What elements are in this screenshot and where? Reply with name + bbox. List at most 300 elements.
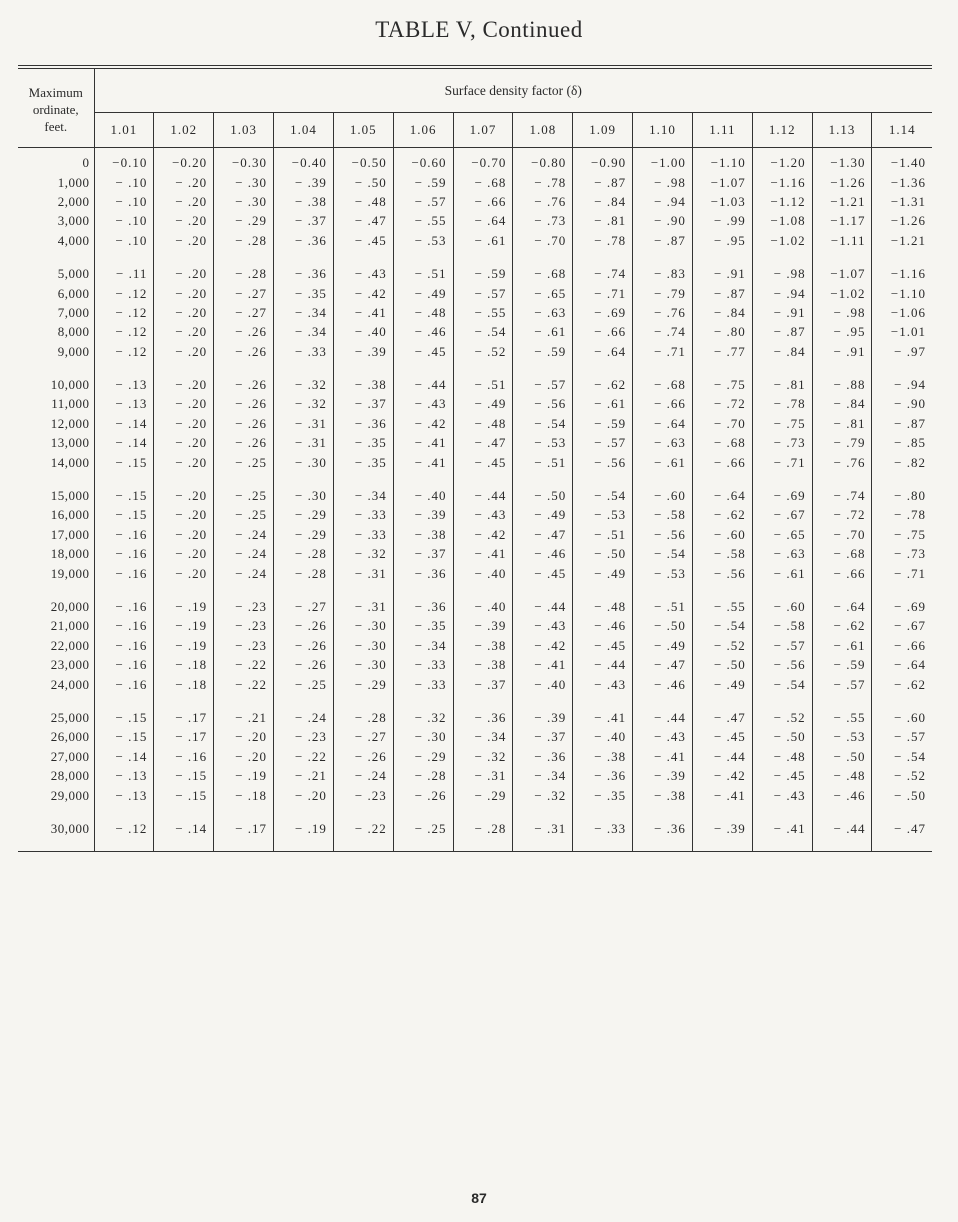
correction-value-cell: − .44 (393, 375, 453, 394)
correction-value-cell: − .56 (513, 395, 573, 414)
correction-value-cell: − .61 (812, 636, 872, 655)
correction-value-cell: − .44 (692, 747, 752, 766)
correction-value-cell: − .31 (513, 819, 573, 838)
correction-value-cell: − .28 (453, 819, 513, 838)
correction-value-cell: − .57 (453, 284, 513, 303)
correction-value-cell: − .63 (752, 545, 812, 564)
correction-value-cell: − .37 (513, 728, 573, 747)
correction-value-cell: − .64 (633, 414, 693, 433)
correction-value-cell: − .87 (692, 284, 752, 303)
correction-value-cell: − .75 (872, 525, 932, 544)
correction-value-cell: − .41 (453, 545, 513, 564)
correction-value-cell: − .34 (274, 303, 334, 322)
correction-value-cell: − .68 (812, 545, 872, 564)
correction-value-cell: − .23 (333, 786, 393, 805)
correction-value-cell: − .98 (633, 173, 693, 192)
correction-value-cell: − .66 (633, 395, 693, 414)
correction-value-cell: − .33 (333, 525, 393, 544)
correction-value-cell: − .34 (274, 323, 334, 342)
correction-value-cell: − .26 (274, 636, 334, 655)
correction-value-cell: −0.10 (94, 154, 154, 173)
correction-value-cell: − .20 (154, 375, 214, 394)
correction-value-cell: − .64 (812, 597, 872, 616)
correction-value-cell: − .35 (274, 284, 334, 303)
correction-value-cell: − .25 (214, 506, 274, 525)
correction-value-cell: − .33 (333, 506, 393, 525)
correction-value-cell: − .54 (573, 486, 633, 505)
table-row (18, 212, 932, 231)
correction-value-cell: − .39 (333, 342, 393, 361)
correction-value-cell: − .71 (752, 453, 812, 472)
ordinate-cell: 25,000 (18, 708, 94, 727)
correction-value-cell: − .78 (513, 173, 573, 192)
correction-value-cell: − .25 (214, 486, 274, 505)
correction-value-cell: − .19 (154, 597, 214, 616)
correction-value-cell: − .67 (752, 506, 812, 525)
correction-value-cell: − .10 (94, 192, 154, 211)
correction-value-cell: − .54 (453, 323, 513, 342)
correction-value-cell: − .97 (872, 342, 932, 361)
correction-value-cell: − .31 (333, 597, 393, 616)
table-row (18, 323, 932, 342)
correction-value-cell: − .13 (94, 766, 154, 785)
correction-value-cell: − .41 (692, 786, 752, 805)
page-title: TABLE V, Continued (375, 17, 583, 42)
correction-value-cell: − .62 (872, 675, 932, 694)
correction-value-cell: − .61 (573, 395, 633, 414)
correction-value-cell: − .40 (393, 486, 453, 505)
correction-value-cell: − .87 (872, 414, 932, 433)
ordinate-cell: 7,000 (18, 303, 94, 322)
correction-value-cell: −1.10 (872, 284, 932, 303)
correction-value-cell: − .43 (453, 506, 513, 525)
ordinate-cell: 20,000 (18, 597, 94, 616)
correction-value-cell: −1.21 (872, 231, 932, 250)
correction-value-cell: − .20 (214, 747, 274, 766)
ordinate-cell: 2,000 (18, 192, 94, 211)
correction-value-cell: − .26 (393, 786, 453, 805)
correction-value-cell: − .34 (393, 636, 453, 655)
correction-value-cell: − .20 (154, 506, 214, 525)
table-row (18, 192, 932, 211)
correction-value-cell: − .23 (214, 597, 274, 616)
table-row (18, 728, 932, 747)
table-row (18, 525, 932, 544)
correction-value-cell: − .68 (633, 375, 693, 394)
correction-value-cell: − .13 (94, 395, 154, 414)
correction-value-cell: − .20 (154, 545, 214, 564)
correction-value-cell: − .66 (573, 323, 633, 342)
correction-value-cell: − .50 (333, 173, 393, 192)
correction-value-cell: − .45 (692, 728, 752, 747)
correction-value-cell: − .26 (274, 655, 334, 674)
correction-value-cell: − .49 (692, 675, 752, 694)
correction-value-cell: − .94 (752, 284, 812, 303)
correction-value-cell: − .41 (513, 655, 573, 674)
table-row (18, 655, 932, 674)
correction-value-cell: − .56 (633, 525, 693, 544)
correction-value-cell: − .46 (633, 675, 693, 694)
table-row (18, 506, 932, 525)
correction-value-cell: − .48 (453, 414, 513, 433)
ordinate-cell: 12,000 (18, 414, 94, 433)
correction-value-cell: − .15 (94, 486, 154, 505)
correction-value-cell: − .20 (154, 284, 214, 303)
correction-value-cell: −1.16 (872, 264, 932, 283)
correction-value-cell: −1.16 (752, 173, 812, 192)
correction-value-cell: − .50 (573, 545, 633, 564)
correction-value-cell: − .16 (94, 564, 154, 583)
correction-value-cell: − .95 (692, 231, 752, 250)
correction-value-cell: − .38 (453, 655, 513, 674)
correction-value-cell: − .20 (154, 486, 214, 505)
correction-value-cell: − .79 (633, 284, 693, 303)
correction-value-cell: − .35 (333, 453, 393, 472)
correction-value-cell: − .20 (154, 342, 214, 361)
correction-value-cell: − .37 (333, 395, 393, 414)
correction-value-cell: − .30 (214, 192, 274, 211)
correction-value-cell: − .57 (872, 728, 932, 747)
correction-value-cell: − .70 (692, 414, 752, 433)
correction-value-cell: − .20 (154, 192, 214, 211)
correction-value-cell: − .16 (94, 675, 154, 694)
correction-value-cell: −1.31 (872, 192, 932, 211)
ordinate-cell: 5,000 (18, 264, 94, 283)
correction-value-cell: − .36 (393, 564, 453, 583)
correction-value-cell: − .72 (692, 395, 752, 414)
correction-value-cell: − .30 (333, 655, 393, 674)
table-row (18, 597, 932, 616)
correction-value-cell: − .43 (573, 675, 633, 694)
correction-value-cell: −1.06 (872, 303, 932, 322)
correction-value-cell: − .64 (872, 655, 932, 674)
correction-value-cell: − .32 (333, 545, 393, 564)
correction-value-cell: − .75 (692, 375, 752, 394)
correction-value-cell: − .53 (393, 231, 453, 250)
table-row (18, 414, 932, 433)
correction-value-cell: − .16 (94, 636, 154, 655)
correction-value-cell: − .20 (154, 564, 214, 583)
correction-value-cell: − .22 (274, 747, 334, 766)
ordinate-cell: 6,000 (18, 284, 94, 303)
correction-value-cell: − .12 (94, 284, 154, 303)
correction-value-cell: − .74 (812, 486, 872, 505)
correction-value-cell: − .37 (274, 212, 334, 231)
correction-value-cell: − .14 (154, 819, 214, 838)
correction-value-cell: − .26 (333, 747, 393, 766)
correction-value-cell: − .42 (453, 525, 513, 544)
ordinate-header-line: Maximum (28, 84, 83, 100)
correction-value-cell: − .48 (573, 597, 633, 616)
correction-value-cell: − .44 (453, 486, 513, 505)
correction-value-cell: −1.11 (812, 231, 872, 250)
correction-value-cell: − .95 (812, 323, 872, 342)
correction-value-cell: − .54 (752, 675, 812, 694)
correction-value-cell: − .17 (214, 819, 274, 838)
correction-value-cell: − .56 (752, 655, 812, 674)
correction-value-cell: − .33 (393, 655, 453, 674)
correction-value-cell: − .41 (633, 747, 693, 766)
correction-value-cell: − .21 (214, 708, 274, 727)
correction-value-cell: −0.50 (333, 154, 393, 173)
correction-value-cell: − .20 (154, 231, 214, 250)
correction-value-cell: − .37 (453, 675, 513, 694)
correction-value-cell: − .90 (872, 395, 932, 414)
surface-density-table (18, 69, 932, 851)
correction-value-cell: − .16 (94, 655, 154, 674)
correction-value-cell: − .68 (692, 434, 752, 453)
correction-value-cell: − .32 (513, 786, 573, 805)
correction-value-cell: −1.12 (752, 192, 812, 211)
correction-value-cell: − .48 (812, 766, 872, 785)
bottom-rule (18, 851, 932, 852)
correction-value-cell: − .40 (333, 323, 393, 342)
correction-value-cell: − .74 (633, 323, 693, 342)
correction-value-cell: − .85 (872, 434, 932, 453)
correction-value-cell: −1.40 (872, 154, 932, 173)
correction-value-cell: −1.10 (692, 154, 752, 173)
correction-value-cell: − .42 (513, 636, 573, 655)
correction-value-cell: −1.02 (752, 231, 812, 250)
correction-value-cell: − .41 (752, 819, 812, 838)
correction-value-cell: − .43 (333, 264, 393, 283)
correction-value-cell: − .25 (214, 453, 274, 472)
ordinate-cell: 24,000 (18, 675, 94, 694)
correction-value-cell: − .45 (333, 231, 393, 250)
table-row (18, 486, 932, 505)
correction-value-cell: − .40 (513, 675, 573, 694)
correction-value-cell: − .67 (872, 617, 932, 636)
correction-value-cell: − .49 (513, 506, 573, 525)
correction-value-cell: − .61 (453, 231, 513, 250)
correction-value-cell: −1.00 (633, 154, 693, 173)
correction-value-cell: − .78 (752, 395, 812, 414)
correction-value-cell: − .10 (94, 231, 154, 250)
correction-value-cell: − .76 (633, 303, 693, 322)
row-spacer (18, 583, 932, 597)
correction-value-cell: − .14 (94, 434, 154, 453)
ordinate-cell: 17,000 (18, 525, 94, 544)
correction-value-cell: − .24 (214, 525, 274, 544)
correction-value-cell: −0.40 (274, 154, 334, 173)
ordinate-cell: 1,000 (18, 173, 94, 192)
correction-value-cell: −1.26 (812, 173, 872, 192)
row-spacer (18, 839, 932, 851)
correction-value-cell: − .33 (274, 342, 334, 361)
table-row (18, 675, 932, 694)
table-row (18, 617, 932, 636)
table-row (18, 284, 932, 303)
correction-value-cell: − .19 (214, 766, 274, 785)
correction-value-cell: − .21 (274, 766, 334, 785)
correction-value-cell: − .31 (333, 564, 393, 583)
ordinate-cell: 11,000 (18, 395, 94, 414)
correction-value-cell: − .60 (872, 708, 932, 727)
correction-value-cell: − .23 (214, 617, 274, 636)
ordinate-cell: 30,000 (18, 819, 94, 838)
correction-value-cell: − .32 (274, 375, 334, 394)
correction-value-cell: − .59 (513, 342, 573, 361)
correction-value-cell: −0.90 (573, 154, 633, 173)
correction-value-cell: − .29 (274, 525, 334, 544)
correction-value-cell: − .32 (393, 708, 453, 727)
ordinate-cell: 13,000 (18, 434, 94, 453)
correction-value-cell: − .42 (692, 766, 752, 785)
correction-value-cell: − .20 (154, 525, 214, 544)
density-factor-column-header: 1.04 (274, 113, 334, 148)
table-row (18, 766, 932, 785)
correction-value-cell: − .58 (752, 617, 812, 636)
correction-value-cell: − .45 (513, 564, 573, 583)
correction-value-cell: − .74 (573, 264, 633, 283)
correction-value-cell: − .46 (513, 545, 573, 564)
correction-value-cell: − .80 (692, 323, 752, 342)
correction-value-cell: − .12 (94, 342, 154, 361)
correction-value-cell: − .32 (453, 747, 513, 766)
correction-value-cell: − .45 (752, 766, 812, 785)
correction-value-cell: − .17 (154, 728, 214, 747)
correction-value-cell: − .64 (453, 212, 513, 231)
correction-value-cell: − .39 (692, 819, 752, 838)
correction-value-cell: − .76 (513, 192, 573, 211)
correction-value-cell: − .41 (333, 303, 393, 322)
correction-value-cell: − .45 (393, 342, 453, 361)
table-row (18, 786, 932, 805)
correction-value-cell: − .70 (513, 231, 573, 250)
correction-value-cell: − .54 (692, 617, 752, 636)
correction-value-cell: − .20 (274, 786, 334, 805)
correction-value-cell: − .78 (573, 231, 633, 250)
correction-value-cell: − .47 (872, 819, 932, 838)
correction-value-cell: − .24 (214, 545, 274, 564)
correction-value-cell: − .35 (333, 434, 393, 453)
ordinate-cell: 14,000 (18, 453, 94, 472)
correction-value-cell: − .46 (573, 617, 633, 636)
correction-value-cell: − .26 (214, 375, 274, 394)
correction-value-cell: − .20 (154, 395, 214, 414)
correction-value-cell: − .47 (333, 212, 393, 231)
correction-value-cell: − .34 (513, 766, 573, 785)
correction-value-cell: − .90 (633, 212, 693, 231)
correction-value-cell: −0.60 (393, 154, 453, 173)
correction-value-cell: − .20 (154, 414, 214, 433)
density-factor-column-header: 1.12 (752, 113, 812, 148)
ordinate-cell: 21,000 (18, 617, 94, 636)
correction-value-cell: − .55 (692, 597, 752, 616)
correction-value-cell: − .60 (633, 486, 693, 505)
correction-value-cell: − .36 (513, 747, 573, 766)
correction-value-cell: − .35 (393, 617, 453, 636)
ordinate-cell: 3,000 (18, 212, 94, 231)
correction-value-cell: − .51 (633, 597, 693, 616)
density-factor-column-header: 1.05 (333, 113, 393, 148)
correction-value-cell: − .28 (274, 545, 334, 564)
correction-value-cell: − .20 (214, 728, 274, 747)
correction-value-cell: − .29 (333, 675, 393, 694)
correction-value-cell: − .16 (94, 525, 154, 544)
correction-value-cell: − .23 (214, 636, 274, 655)
ordinate-cell: 22,000 (18, 636, 94, 655)
correction-value-cell: − .30 (274, 486, 334, 505)
correction-value-cell: − .98 (812, 303, 872, 322)
correction-value-cell: − .50 (812, 747, 872, 766)
correction-value-cell: − .36 (393, 597, 453, 616)
correction-value-cell: − .66 (872, 636, 932, 655)
correction-value-cell: − .38 (453, 636, 513, 655)
table-row (18, 545, 932, 564)
correction-value-cell: − .28 (214, 264, 274, 283)
correction-value-cell: − .15 (154, 766, 214, 785)
correction-value-cell: − .64 (573, 342, 633, 361)
correction-value-cell: − .14 (94, 747, 154, 766)
density-factor-column-header: 1.02 (154, 113, 214, 148)
correction-value-cell: − .71 (633, 342, 693, 361)
correction-value-cell: − .84 (752, 342, 812, 361)
correction-value-cell: − .18 (154, 655, 214, 674)
correction-value-cell: − .53 (573, 506, 633, 525)
correction-value-cell: − .54 (513, 414, 573, 433)
correction-value-cell: −1.17 (812, 212, 872, 231)
correction-value-cell: − .43 (393, 395, 453, 414)
ordinate-header-line: ordinate, (32, 101, 79, 117)
ordinate-header-line: feet. (44, 118, 68, 134)
correction-value-cell: − .44 (633, 708, 693, 727)
correction-value-cell: − .54 (633, 545, 693, 564)
correction-value-cell: − .15 (94, 506, 154, 525)
correction-value-cell: − .91 (812, 342, 872, 361)
correction-value-cell: − .15 (94, 453, 154, 472)
correction-value-cell: − .31 (274, 414, 334, 433)
correction-value-cell: − .36 (453, 708, 513, 727)
correction-value-cell: − .53 (812, 728, 872, 747)
correction-value-cell: − .38 (573, 747, 633, 766)
correction-value-cell: −1.20 (752, 154, 812, 173)
correction-value-cell: − .47 (453, 434, 513, 453)
correction-value-cell: − .42 (393, 414, 453, 433)
correction-value-cell: − .42 (333, 284, 393, 303)
density-factor-column-header: 1.09 (573, 113, 633, 148)
correction-value-cell: − .20 (154, 303, 214, 322)
correction-value-cell: − .46 (393, 323, 453, 342)
correction-value-cell: − .36 (274, 231, 334, 250)
correction-value-cell: −0.70 (453, 154, 513, 173)
density-factor-column-header: 1.14 (872, 113, 932, 148)
correction-value-cell: − .44 (573, 655, 633, 674)
correction-value-cell: − .40 (453, 597, 513, 616)
correction-value-cell: − .57 (573, 434, 633, 453)
ordinate-cell: 8,000 (18, 323, 94, 342)
correction-value-cell: − .41 (573, 708, 633, 727)
correction-value-cell: − .26 (214, 395, 274, 414)
correction-value-cell: − .48 (333, 192, 393, 211)
correction-value-cell: − .29 (274, 506, 334, 525)
correction-value-cell: − .10 (94, 173, 154, 192)
correction-value-cell: − .66 (812, 564, 872, 583)
correction-value-cell: − .41 (393, 434, 453, 453)
correction-value-cell: − .36 (333, 414, 393, 433)
correction-value-cell: −1.21 (812, 192, 872, 211)
table-row (18, 231, 932, 250)
table-row (18, 708, 932, 727)
ordinate-cell: 28,000 (18, 766, 94, 785)
correction-value-cell: − .29 (214, 212, 274, 231)
correction-value-cell: − .38 (633, 786, 693, 805)
correction-value-cell: − .66 (453, 192, 513, 211)
correction-value-cell: − .87 (752, 323, 812, 342)
ordinate-column-header (18, 69, 94, 148)
correction-value-cell: − .26 (214, 323, 274, 342)
correction-value-cell: − .82 (872, 453, 932, 472)
